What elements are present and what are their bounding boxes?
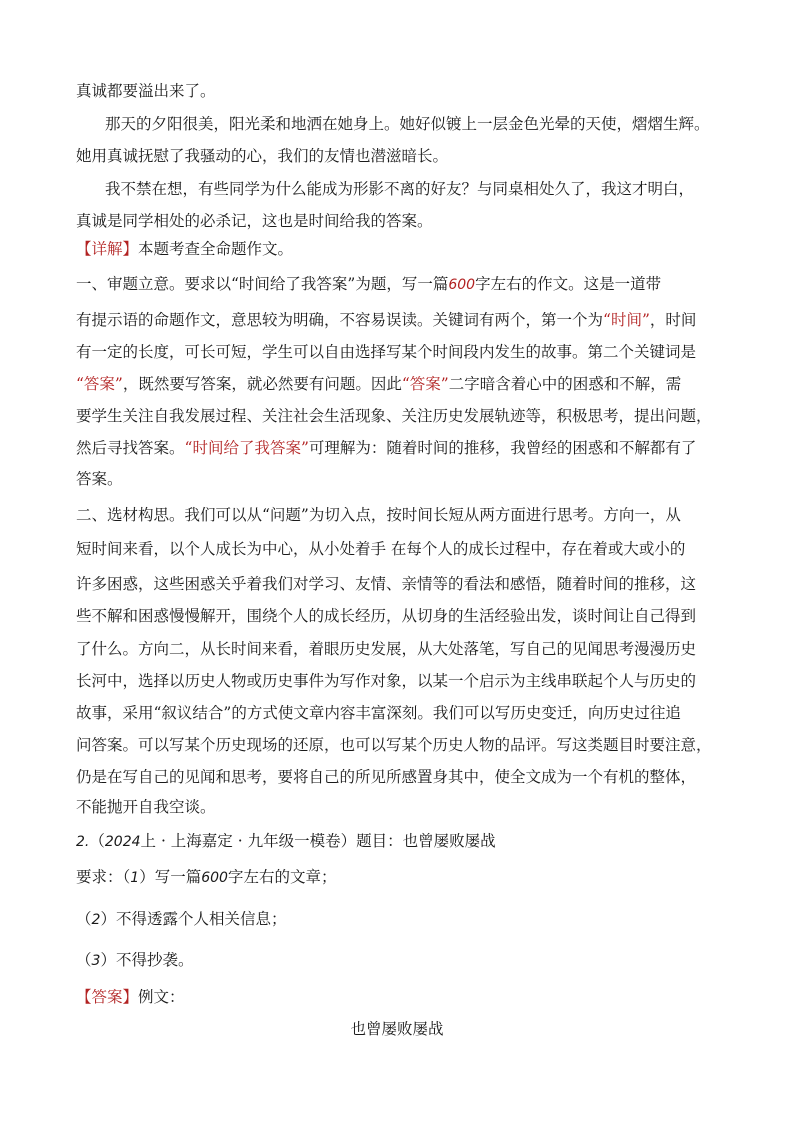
text-run: 一、审题立意。要求以“时间给了我答案”为题，写一篇	[76, 275, 449, 293]
text-run: 然后寻找答案。	[76, 439, 185, 457]
word-count: 600	[448, 277, 476, 293]
req-number: 1	[130, 870, 140, 886]
analysis-tag: 【详解】	[76, 240, 139, 258]
analysis-line	[76, 437, 696, 459]
req-number: 3	[91, 953, 101, 969]
analysis-line	[76, 373, 681, 395]
analysis-line: 要学生关注自我发展过程、关注社会生活现象、关注历史发展轨迹等，积极思考，提出问题，	[76, 407, 712, 425]
requirement-2	[76, 908, 286, 931]
analysis-line: 答案。	[76, 470, 123, 488]
question-heading	[76, 830, 496, 853]
requirement-3	[76, 949, 193, 972]
essay-line: 那天的夕阳很美，阳光柔和地洒在她身上。她好似镀上一层金色光晕的天使，熠熠生辉。	[105, 115, 710, 133]
essay-title: 也曾屡败屡战	[350, 1020, 444, 1038]
text-run: 字左右的文章；	[227, 868, 337, 886]
essay-line: 真诚都要溢出来了。	[76, 82, 216, 100]
question-source: 上 · 上海嘉定 · 九年级一模卷）题目：也曾屡败屡战	[140, 832, 496, 850]
req-number: 2	[91, 912, 101, 928]
text-run: ）写一篇	[139, 868, 202, 886]
analysis-line: 许多困惑，这些困惑关乎着我们对学习、友情、亲情等的看法和感悟，随着时间的推移，这	[76, 575, 697, 593]
essay-line: 她用真诚抚慰了我骚动的心，我们的友情也潜滋暗长。	[76, 147, 449, 165]
answer-tag: 【答案】	[76, 988, 139, 1006]
text-run: ，既然要写答案，就必然要有问题。因此	[122, 375, 402, 393]
source-year: 2024	[104, 834, 141, 850]
keyword: “答案”	[401, 375, 449, 393]
essay-line: 我不禁在想，有些同学为什么能成为形影不离的好友？与同桌相处久了，我这才明白，	[105, 180, 695, 198]
text-run: 有提示语的命题作文，意思较为明确，不容易误读。关键词有两个，第一个为	[76, 311, 604, 329]
text-run: 二字暗含着心中的困惑和不解，需	[448, 375, 682, 393]
text-run: 字左右的作文。这是一道带	[475, 275, 662, 293]
analysis-line	[76, 309, 696, 331]
text-run: ，时间	[649, 311, 697, 329]
analysis-line: 了什么。方向二，从长时间来看，着眼历史发展，从大处落笔，写自己的见闻思考漫漫历史	[76, 640, 697, 658]
text-run: ）不得透露个人相关信息；	[100, 910, 287, 928]
requirement-1	[76, 866, 336, 889]
analysis-line: 问答案。可以写某个历史现场的还原，也可以写某个历史人物的品评。写这类题目时要注意，	[76, 736, 712, 754]
text-run: （	[76, 910, 92, 928]
answer-label	[76, 986, 185, 1008]
text-run: （	[76, 951, 92, 969]
analysis-line: 二、选材构思。我们可以从“问题”为切入点，按时间长短从两方面进行思考。方向一，从	[76, 506, 681, 524]
analysis-line	[76, 273, 661, 296]
essay-line: 真诚是同学相处的必杀记，这也是时间给我的答案。	[76, 212, 433, 230]
analysis-line: 仍是在写自己的见闻和思考，要将自己的所见所感置身其中，使全文成为一个有机的整体，	[76, 768, 697, 786]
analysis-line: 些不解和困惑慢慢解开，围绕个人的成长经历，从切身的生活经验出发，谈时间让自己得到	[76, 607, 697, 625]
text-run: ）不得抄袭。	[100, 951, 194, 969]
analysis-line: 不能抛开自我空谈。	[76, 798, 216, 816]
analysis-intro	[76, 238, 293, 260]
keyword: “答案”	[76, 375, 123, 393]
text-run: 要求：（	[76, 868, 131, 886]
question-number: 2.	[76, 834, 90, 850]
analysis-line: 长河中，选择以历史人物或历史事件为写作对象，以某一个启示为主线串联起个人与历史的	[76, 672, 697, 690]
analysis-line: 有一定的长度，可长可短，学生可以自由选择写某个时间段内发生的故事。第二个关键词是	[76, 343, 697, 361]
analysis-line: 故事，采用“叙议结合”的方式使文章内容丰富深刻。我们可以写历史变迁，向历史过往追	[76, 704, 681, 722]
text-run: （	[89, 832, 105, 850]
analysis-intro-text: 本题考查全命题作文。	[138, 240, 294, 258]
word-count: 600	[201, 870, 228, 886]
keyword: “时间”	[603, 311, 650, 329]
text-run: 例文：	[138, 988, 185, 1006]
analysis-line: 短时间来看，以个人成长为中心，从小处着手 在每个人的成长过程中，存在着或大或小的	[76, 540, 686, 558]
keyword: “时间给了我答案”	[184, 439, 309, 457]
text-run: 可理解为：随着时间的推移，我曾经的困惑和不解都有了	[308, 439, 697, 457]
